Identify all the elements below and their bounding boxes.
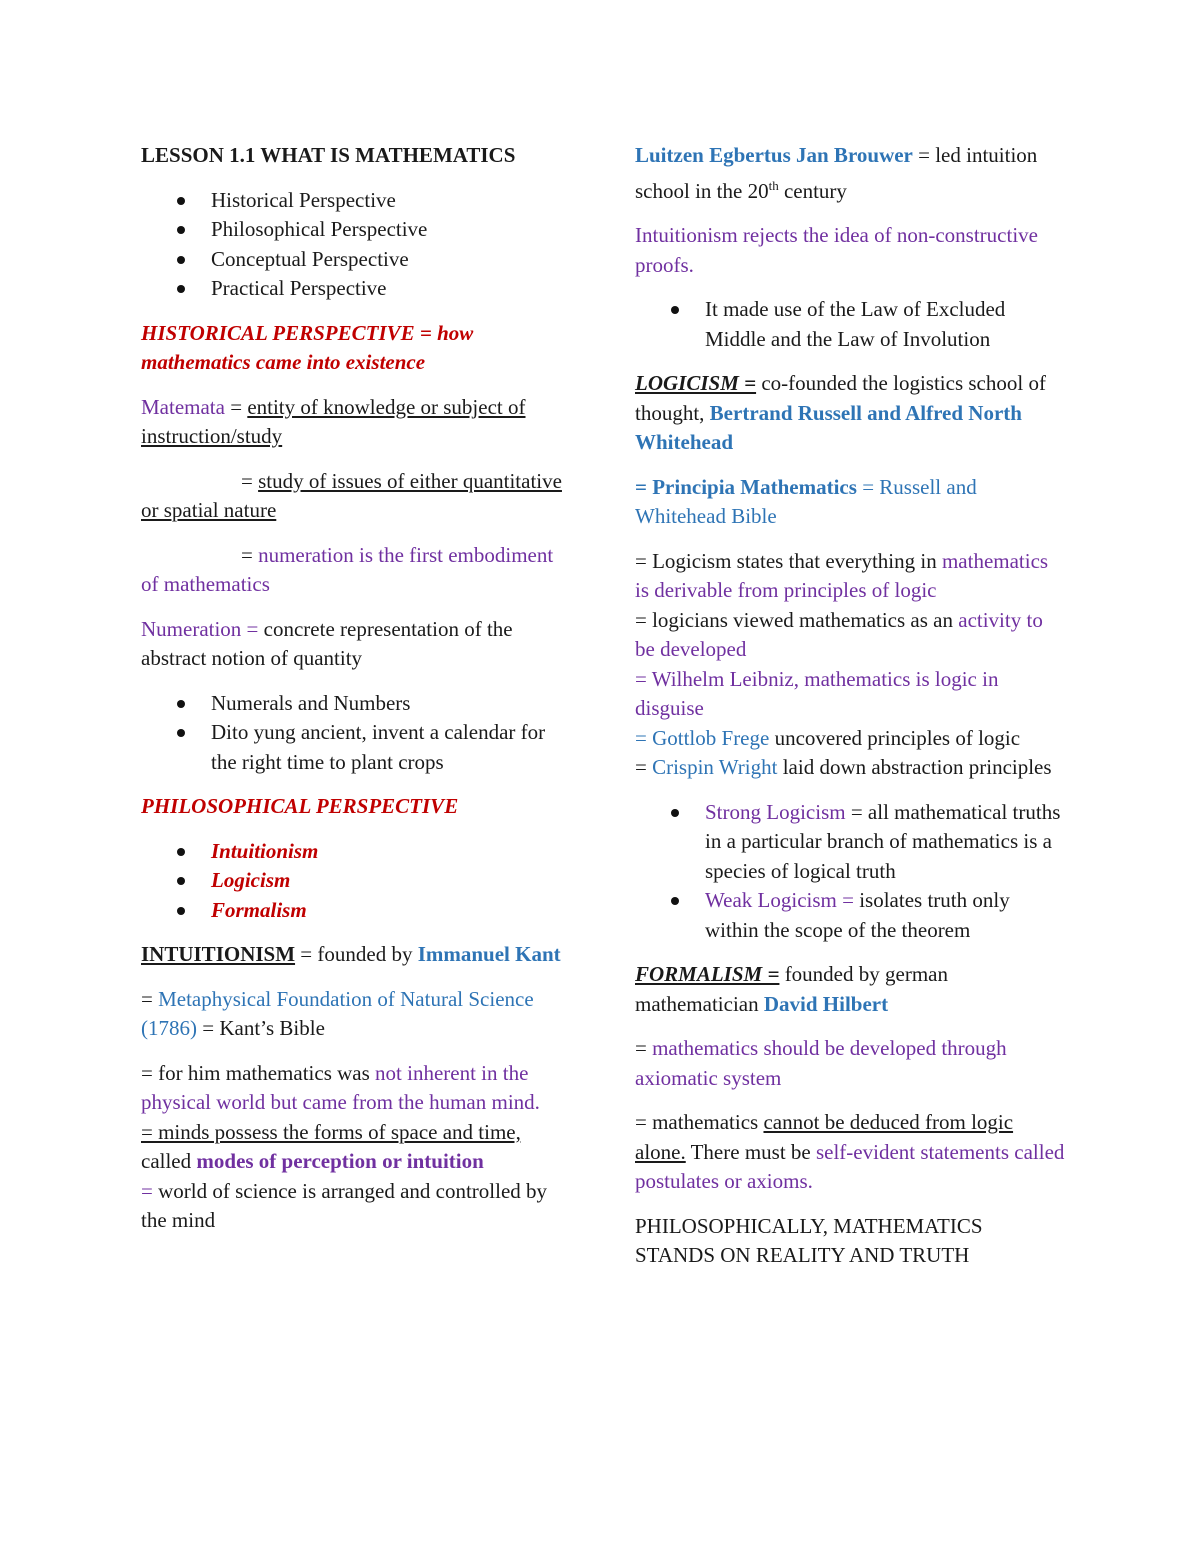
closing-statement: PHILOSOPHICALLY, MATHEMATICS STANDS ON REALITY AND TRUTH (635, 1213, 983, 1267)
logicism-notes (635, 547, 1067, 783)
brouwer-paragraph (635, 141, 1067, 206)
list-item: Logicism (211, 866, 573, 896)
equals-sign: = (141, 986, 159, 1011)
logicism-text: co-founded the logistics school of thought, (635, 371, 1046, 425)
kant-notes (141, 1059, 573, 1236)
numeration-definition: concrete representation of the abstract notion of quantity (141, 616, 513, 670)
logic-text: = mathematics (635, 1110, 764, 1134)
brouwer-name: Luitzen Egbertus Jan Brouwer (635, 143, 913, 167)
logic-alone-paragraph (635, 1108, 1067, 1197)
list-item (705, 798, 1067, 887)
metaphysical-paragraph (141, 985, 573, 1044)
list-item: Conceptual Perspective (211, 245, 573, 275)
numeration-paragraph (141, 615, 573, 674)
lesson-title: LESSON 1.1 WHAT IS MATHEMATICS (141, 143, 516, 167)
for-him-highlight: not inherent in the physical world but came from the human mind. (141, 1060, 540, 1114)
weak-logicism-definition: isolates truth only within the scope of the theorem (705, 888, 1010, 942)
list-item: Practical Perspective (211, 274, 573, 304)
formalism-paragraph (635, 960, 1067, 1019)
perspectives-list (141, 186, 573, 304)
intuitionism-paragraph (141, 940, 573, 970)
principia-rest: = Russell and Whitehead Bible (635, 474, 977, 528)
list-item: It made use of the Law of Excluded Middle and the Law of Involution (705, 295, 1067, 354)
wright-name: Crispin Wright (652, 755, 778, 779)
logic-text-cont: There must be (685, 1139, 816, 1164)
numeration-list (141, 689, 573, 778)
postulates-text: self-evident statements called postulates or axioms. (635, 1139, 1065, 1193)
hilbert-name: David Hilbert (763, 991, 889, 1016)
matemata-definition: entity of knowledge or subject of instruction/study (141, 394, 526, 448)
minds-text: = minds possess the forms of space and time, (141, 1119, 521, 1144)
strong-logicism-term: Strong Logicism (705, 799, 846, 824)
philosophical-heading: PHILOSOPHICAL PERSPECTIVE (141, 794, 459, 818)
intuitionism-heading: INTUITIONISM (141, 942, 296, 966)
equals-sign: = (635, 1036, 653, 1060)
superscript: th (768, 177, 779, 193)
study-definition: study of issues of either quantitative or spatial nature (141, 468, 562, 522)
minds-called: called (141, 1149, 197, 1173)
right-column (635, 141, 1067, 1286)
modes-of-perception: modes of perception or intuition (196, 1149, 484, 1173)
list-item: Philosophical Perspective (211, 215, 573, 245)
equals-sign: = (635, 755, 653, 779)
brouwer-text: = led intuition school in the 20 (635, 143, 1038, 203)
equals-sign: = (241, 542, 259, 567)
equals-sign: = (141, 1178, 153, 1203)
note-highlight: activity to be developed (635, 607, 1043, 661)
formalism-text: founded by german mathematician (635, 962, 948, 1016)
study-paragraph (141, 467, 573, 526)
frege-name: = Gottlob Frege (635, 725, 770, 750)
leibniz-note: = Wilhelm Leibniz, mathematics is logic in disguise (635, 666, 999, 720)
world-text: world of science is arranged and controlled by the mind (141, 1178, 548, 1232)
excluded-list (635, 295, 1067, 354)
formalism-heading: FORMALISM = (635, 962, 780, 986)
matemata-term: Matemata (141, 394, 225, 419)
axiomatic-paragraph (635, 1034, 1067, 1093)
note-text: = logicians viewed mathematics as an (635, 607, 959, 632)
list-item: Historical Perspective (211, 186, 573, 216)
metaphysical-rest: = Kant’s Bible (197, 1016, 325, 1040)
axiomatic-text: mathematics should be developed through axiomatic system (635, 1036, 1007, 1090)
philosophy-list (141, 837, 573, 926)
note-text: = Logicism states that everything in (635, 548, 942, 573)
matemata-paragraph (141, 393, 573, 452)
for-him-text: = for him mathematics was (141, 1060, 376, 1085)
equals-sign: = (241, 468, 259, 493)
numeration-first-paragraph (141, 541, 573, 600)
logicism-paragraph (635, 369, 1067, 458)
historical-heading: HISTORICAL PERSPECTIVE = how mathematics came into existence (141, 320, 474, 374)
wright-text: laid down abstraction principles (777, 755, 1052, 779)
kant-name: Immanuel Kant (417, 942, 561, 966)
numeration-first-text: numeration is the first embodiment of mathematics (141, 542, 554, 596)
principia-paragraph (635, 473, 1067, 532)
logicism-founders: Bertrand Russell and Alfred North Whitehead (635, 400, 1022, 454)
intuitionism-rejects: Intuitionism rejects the idea of non-constructive proofs. (635, 223, 1038, 277)
logicism-types-list (635, 798, 1067, 946)
note-highlight: mathematics is derivable from principles of logic (635, 548, 1049, 602)
list-item: Intuitionism (211, 837, 573, 867)
strong-logicism-definition: = all mathematical truths in a particular branch of mathematics is a species of logical truth (705, 799, 1061, 883)
list-item: Formalism (211, 896, 573, 926)
logicism-heading: LOGICISM = (635, 371, 757, 395)
list-item: Dito yung ancient, invent a calendar for the right time to plant crops (211, 718, 573, 777)
list-item: Numerals and Numbers (211, 689, 573, 719)
principia-title: = Principia Mathematics (635, 474, 857, 499)
equals-sign: = (224, 394, 248, 419)
list-item (705, 886, 1067, 945)
left-column (141, 141, 573, 1251)
intuitionism-text: = founded by (295, 942, 418, 966)
metaphysical-title: Metaphysical Foundation of Natural Science (1786) (141, 986, 534, 1040)
frege-text: uncovered principles of logic (769, 725, 1021, 750)
brouwer-end: century (778, 178, 847, 203)
weak-logicism-term: Weak Logicism = (705, 888, 854, 912)
logic-underlined: cannot be deduced from logic alone. (635, 1110, 1014, 1164)
numeration-term: Numeration = (141, 616, 259, 641)
